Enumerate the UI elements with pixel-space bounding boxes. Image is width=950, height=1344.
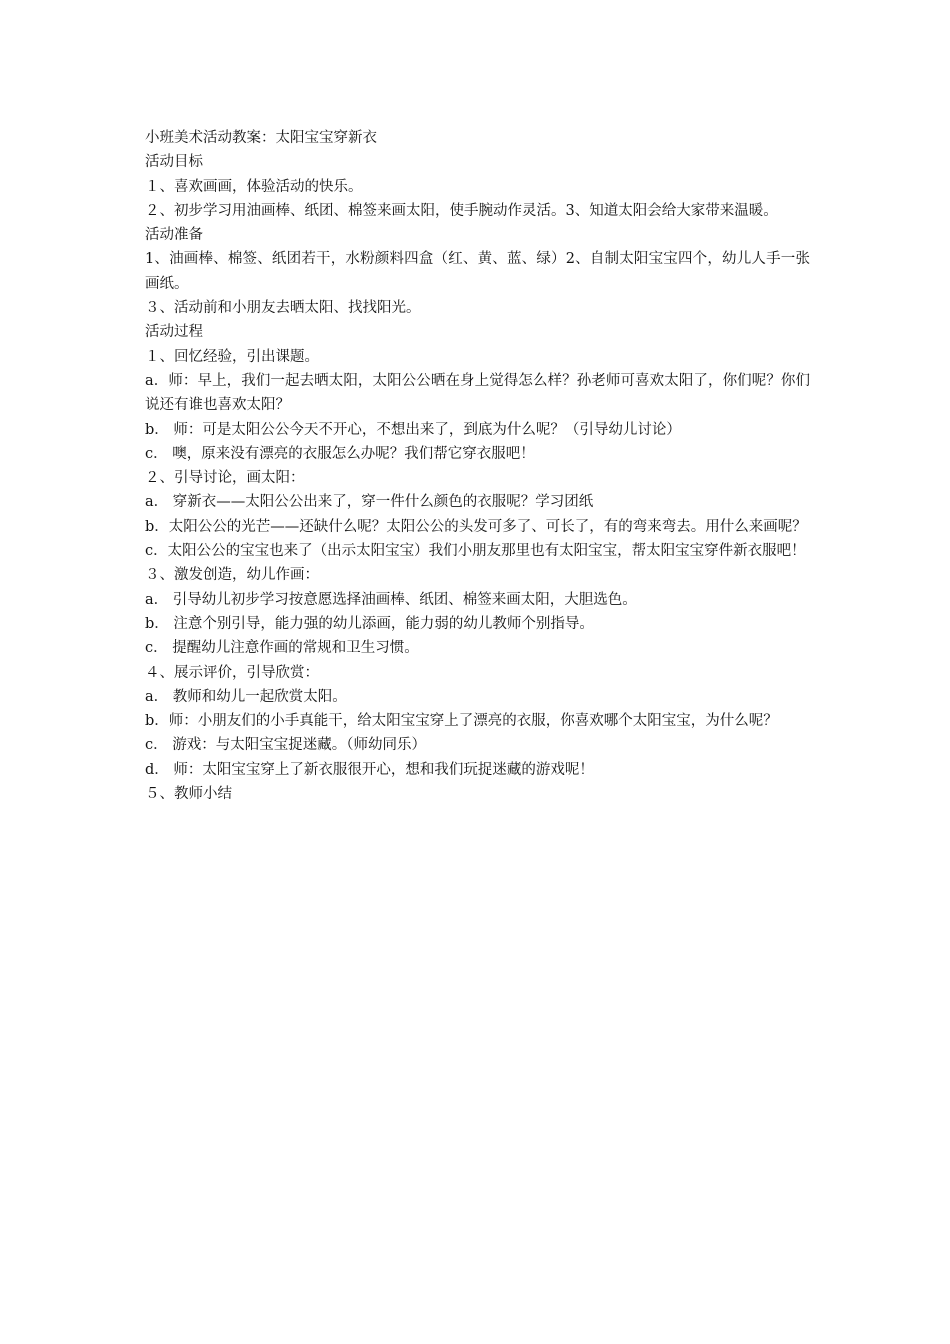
paragraph: b． 注意个别引导，能力强的幼儿添画，能力弱的幼儿教师个别指导。: [145, 615, 594, 632]
paragraph: b．太阳公公的光芒——还缺什么呢？太阳公公的头发可多了、可长了，有的弯来弯去。用什么来画呢？: [145, 518, 807, 535]
document-title: 小班美术活动教案：太阳宝宝穿新衣: [145, 130, 377, 146]
paragraph: ３、激发创造，幼儿作画：: [145, 567, 319, 584]
section-heading: 活动准备: [145, 227, 203, 244]
paragraph: d． 师：太阳宝宝穿上了新衣服很开心，想和我们玩捉迷藏的游戏呢！: [145, 761, 594, 778]
paragraph: ５、教师小结: [145, 786, 232, 803]
paragraph: ２、初步学习用油画棒、纸团、棉签来画太阳，使手腕动作灵活。3、知道太阳会给大家带来温暖。: [145, 202, 778, 219]
paragraph: １、回忆经验，引出课题。: [145, 348, 319, 365]
paragraph: a．师：早上，我们一起去晒太阳，太阳公公晒在身上觉得怎么样？孙老师可喜欢太阳了，你们呢？你们说还有谁也喜欢太阳？: [145, 372, 810, 414]
section-heading: 活动目标: [145, 154, 203, 171]
section-heading: 活动过程: [145, 324, 203, 341]
paragraph: c． 提醒幼儿注意作画的常规和卫生习惯。: [145, 640, 419, 657]
paragraph: b．师：小朋友们的小手真能干，给太阳宝宝穿上了漂亮的衣服，你喜欢哪个太阳宝宝，为什么呢？: [145, 713, 778, 730]
paragraph: １、喜欢画画，体验活动的快乐。: [145, 178, 363, 195]
paragraph: a． 引导幼儿初步学习按意愿选择油画棒、纸团、棉签来画太阳，大胆选色。: [145, 591, 637, 608]
paragraph: b． 师：可是太阳公公今天不开心，不想出来了，到底为什么呢？（引导幼儿讨论）: [145, 421, 681, 438]
paragraph: a． 穿新衣——太阳公公出来了，穿一件什么颜色的衣服呢？学习团纸: [145, 494, 594, 511]
paragraph: a． 教师和幼儿一起欣赏太阳。: [145, 688, 347, 705]
document-body: [145, 126, 810, 806]
paragraph: c． 噢，原来没有漂亮的衣服怎么办呢？我们帮它穿衣服吧！: [145, 445, 535, 462]
paragraph: 1、油画棒、棉签、纸团若干，水粉颜料四盒（红、黄、蓝、绿）2、自制太阳宝宝四个，幼儿人手一张画纸。: [145, 251, 810, 292]
paragraph: ３、活动前和小朋友去晒太阳、找找阳光。: [145, 300, 421, 317]
paragraph: ２、引导讨论，画太阳：: [145, 470, 305, 487]
paragraph: ４、展示评价，引导欣赏：: [145, 664, 319, 681]
paragraph: c． 游戏：与太阳宝宝捉迷藏。（师幼同乐）: [145, 737, 426, 754]
paragraph: c．太阳公公的宝宝也来了（出示太阳宝宝）我们小朋友那里也有太阳宝宝，帮太阳宝宝穿件新衣服吧！: [145, 543, 806, 560]
